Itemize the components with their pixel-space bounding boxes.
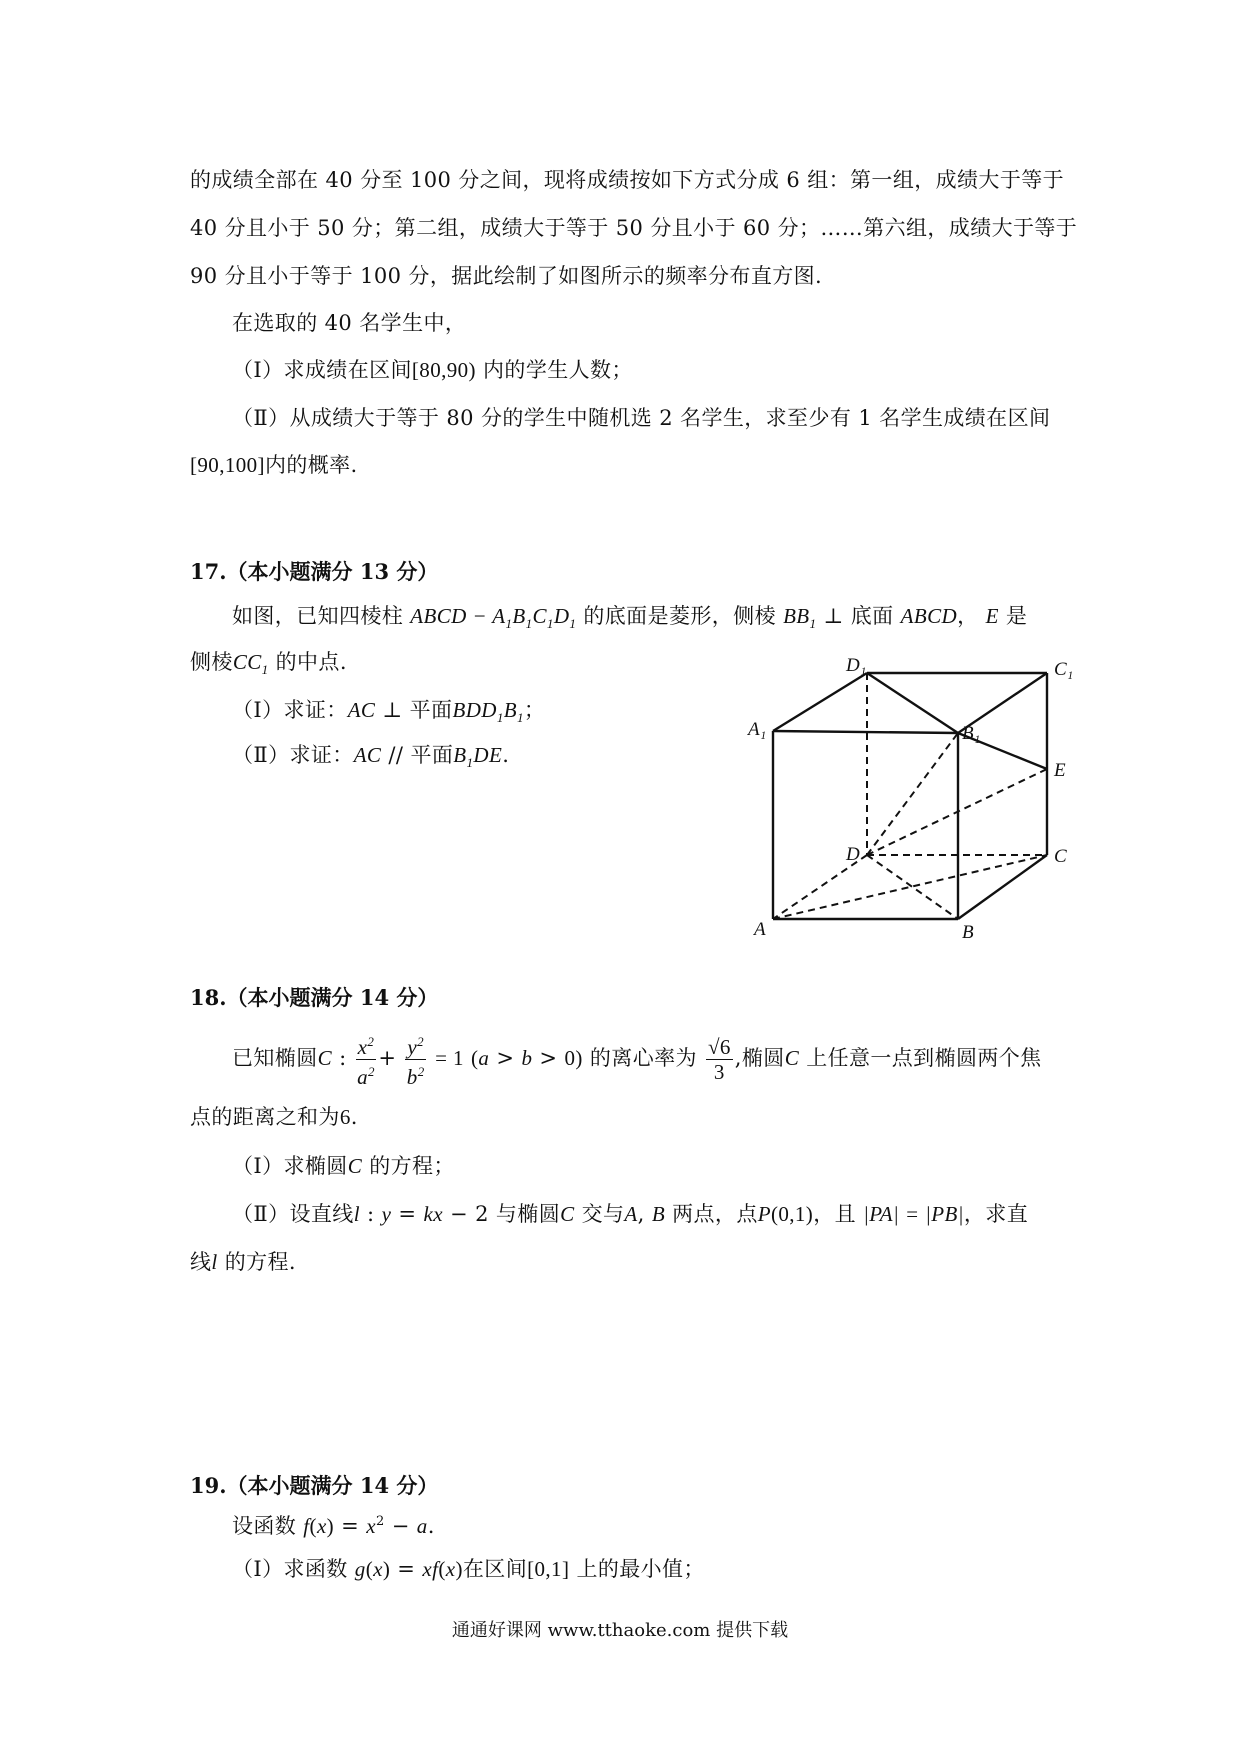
page-footer: 通通好课网 www.tthaoke.com 提供下载	[451, 1620, 789, 1641]
q16-part-2-line-2	[190, 449, 358, 479]
label-e: E	[1054, 760, 1066, 781]
q18-line-1-b: 的离心率为	[589, 1046, 697, 1070]
q16-text-line-3: 90 分且小于等于 100 分，据此绘制了如图所示的频率分布直方图.	[190, 264, 823, 288]
q18-frac-y2b2: $\frac{y^2}{b^2}$	[405, 1030, 426, 1089]
q18-ellipse-c-2: C	[784, 1046, 800, 1070]
edge-db1-hidden	[867, 733, 958, 855]
q16-part-2-interval: [90,100]	[190, 453, 265, 477]
q17-intro-d: ，	[957, 604, 979, 628]
q19-part-1: （Ⅰ）求函数 g(x) = xf(x)在区间[0,1] 上的最小值；	[232, 1557, 705, 1581]
q16-text-line-4: 在选取的 40 名学生中，	[232, 311, 467, 335]
q18-line-last	[190, 1246, 296, 1276]
q17-prism-name: ABCD − $A_1B_1C_1D_1$	[410, 604, 577, 632]
label-b1: B₁	[962, 723, 981, 744]
q17-base-abcd: ABCD	[900, 604, 958, 628]
q19-line-1-end: .	[427, 1514, 435, 1538]
q18-part-2-c-sym: C	[560, 1202, 575, 1226]
q17-part-2-prefix: （Ⅱ）求证：	[232, 743, 354, 767]
q17-line-2	[190, 646, 347, 678]
q17-line-2-a: 侧棱	[190, 650, 233, 674]
q17-intro-c: 底面	[850, 604, 894, 628]
q18-line-last-a: 线	[190, 1250, 212, 1274]
q17-part-1: （Ⅰ）求证：AC ⊥ 平面$BDD_1B_1$；	[232, 698, 546, 726]
q18-line-2-end: .	[350, 1105, 358, 1129]
q18-part-1-c: C	[347, 1154, 363, 1178]
edge-d1b1	[867, 673, 958, 733]
q18-line-2-text: 点的距离之和为	[190, 1105, 340, 1129]
q17-part-2-mid: 平面	[410, 743, 454, 767]
q18-line-1-a: 已知椭圆	[232, 1046, 318, 1070]
q19-line-1-a: 设函数	[232, 1514, 297, 1538]
label-a1: A₁	[748, 719, 767, 740]
q18-part-2-b: 与椭圆	[495, 1202, 561, 1226]
q16-part-1-interval: [80,90)	[411, 358, 476, 382]
q19-function-g: g	[354, 1557, 366, 1581]
q16-text-line-2: 40 分且小于 50 分；第二组，成绩大于等于 50 分且小于 60 分；……第六组，成绩大于等于	[190, 216, 1078, 240]
label-d1: D₁	[846, 655, 867, 676]
q17-part-1-mid: 平面	[409, 698, 453, 722]
q16-part-2-suffix: 内的概率.	[264, 453, 358, 477]
q18-part-1	[232, 1150, 455, 1180]
q18-line-1-c: ,椭圆	[734, 1046, 785, 1070]
q16-part-1	[232, 354, 633, 384]
q16-text-line-1: 的成绩全部在 40 分至 100 分之间，现将成绩按如下方式分成 6 组：第一组，成绩大于等于	[190, 168, 1065, 192]
q16-part-2-line-1: （Ⅱ）从成绩大于等于 80 分的学生中随机选 2 名学生，求至少有 1 名学生成绩在区间	[232, 406, 1051, 430]
edge-a1b1	[773, 731, 958, 733]
label-c1: C₁	[1054, 659, 1074, 680]
q19-part-1-interval: [0,1]	[527, 1557, 570, 1581]
q18-part-2: （Ⅱ）设直线l : y = kx − 2 与椭圆C 交与A, B 两点，点P(0,1)，且 |PA| = |PB|，求直	[232, 1202, 1029, 1226]
q18-line-1: 已知椭圆C : $\frac{x^2}{a^2}$ + $\frac{y^2}{b^2}$ = 1 (a > b > 0) 的离心率为 $\frac{√6}{3}$ ,椭圆C 上任意一点到椭圆两个焦	[232, 1030, 1042, 1089]
q17-part-2: （Ⅱ）求证：AC // 平面$B_1DE$.	[232, 743, 510, 771]
q17-line-2-b: 的中点.	[275, 650, 347, 674]
q18-points-ab: A	[624, 1202, 638, 1226]
q18-ellipse-c: C	[317, 1046, 333, 1070]
q19-heading: 19.（本小题满分 14 分）	[190, 1473, 439, 1498]
q17-intro-e: 是	[1005, 604, 1028, 628]
q19-function-f: f	[303, 1514, 310, 1538]
q18-heading: 18.（本小题满分 14 分）	[190, 985, 439, 1010]
q18-line-last-b: 的方程.	[224, 1250, 297, 1274]
q18-frac-x2a2: $\frac{x^2}{a^2}$	[356, 1030, 377, 1089]
q19-part-1-c: 上的最小值；	[576, 1557, 705, 1581]
edge-d1a1	[773, 673, 867, 731]
q18-part-2-f: ，求直	[963, 1202, 1029, 1226]
q18-line-eq: l	[353, 1202, 360, 1226]
q18-part-2-d: 两点，点	[672, 1202, 758, 1226]
q16-part-1-suffix: 内的学生人数；	[475, 358, 633, 382]
label-b: B	[962, 922, 974, 943]
q18-line-l: l	[211, 1250, 218, 1274]
q17-intro-line: 如图，已知四棱柱 ABCD − $A_1B_1C_1D_1$ 的底面是菱形，侧棱 $BB_1$ ⊥ 底面 ABCD， E 是	[232, 604, 1028, 632]
q18-part-1-a: （Ⅰ）求椭圆	[232, 1154, 348, 1178]
q18-line-2-value: 6	[339, 1105, 351, 1129]
q17-ac: AC	[347, 698, 376, 722]
q19-part-1-a: （Ⅰ）求函数	[232, 1557, 348, 1581]
q17-intro-a: 如图，已知四棱柱	[232, 604, 404, 628]
q18-part-2-e: ，且	[813, 1202, 857, 1226]
q17-point-e: E	[985, 604, 999, 628]
q18-line-2	[190, 1101, 358, 1131]
edge-ac-hidden	[773, 855, 1047, 919]
q18-part-2-c: 交与	[581, 1202, 625, 1226]
q17-plane-b1de: $B_1DE$	[453, 743, 503, 771]
q17-edge-bb1: $BB_1$	[783, 604, 817, 632]
q17-intro-b: 的底面是菱形，侧棱	[583, 604, 776, 628]
q19-line-1: 设函数 $f(x) = x^2 - a$.	[232, 1514, 435, 1538]
q18-point-p: P	[757, 1202, 771, 1226]
q19-part-1-b: 在区间	[462, 1557, 528, 1581]
q17-plane-bdd1b1: $BDD_1B_1$	[452, 698, 524, 726]
prism-figure	[740, 655, 1080, 955]
edge-db-hidden	[867, 855, 958, 919]
q18-frac-sqrt6-3: $\frac{√6}{3}$	[707, 1035, 731, 1084]
label-a: A	[754, 919, 766, 940]
q18-part-2-a: （Ⅱ）设直线	[232, 1202, 354, 1226]
label-c: C	[1054, 846, 1067, 867]
q16-part-1-prefix: （Ⅰ）求成绩在区间	[232, 358, 412, 382]
q17-edge-cc1: $CC_1$	[232, 650, 269, 678]
q17-ac-2: AC	[353, 743, 382, 767]
q18-part-1-b: 的方程；	[369, 1154, 455, 1178]
q17-heading: 17.（本小题满分 13 分）	[190, 559, 439, 584]
edge-bc	[958, 855, 1047, 919]
q17-part-1-prefix: （Ⅰ）求证：	[232, 698, 348, 722]
label-d: D	[846, 844, 860, 865]
q18-pa-eq-pb: |PA| = |PB|	[863, 1202, 964, 1226]
q18-line-1-d: 上任意一点到椭圆两个焦	[806, 1046, 1042, 1070]
